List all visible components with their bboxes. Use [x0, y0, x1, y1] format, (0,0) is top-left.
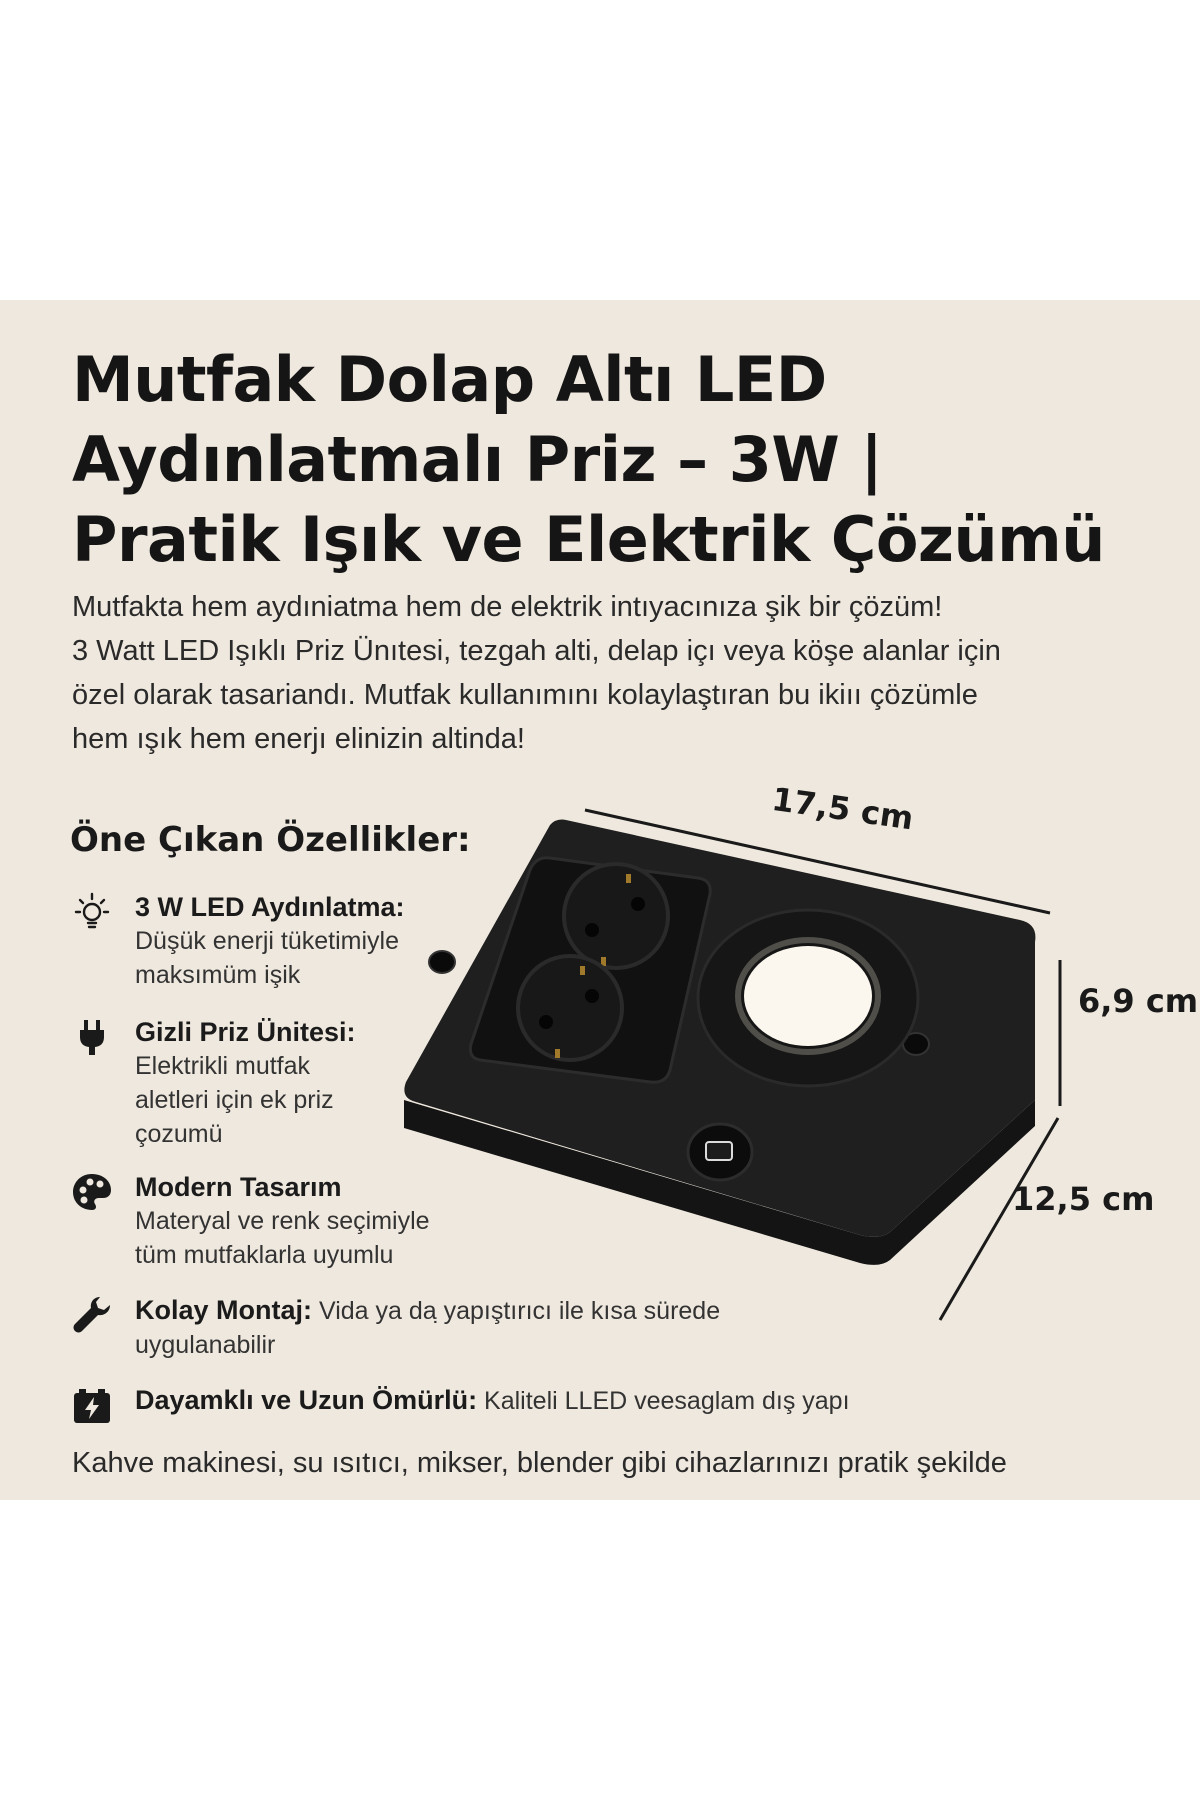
feature-desc-inline: Kaliteli LLED veesaglam dış yapı: [484, 1387, 850, 1415]
page-title: [72, 340, 1105, 580]
outlet-upper: [564, 864, 668, 968]
feature-desc: maksımüm işik: [135, 961, 301, 989]
feature-desc: Materyal ve renk seçimiyle: [135, 1207, 430, 1235]
feature-desc: tüm mutfaklarla uyumlu: [135, 1241, 394, 1269]
feature-title: Gizli Priz Ünitesi:: [135, 1017, 356, 1047]
power-switch[interactable]: [688, 1124, 752, 1180]
width-dimension-label: 17,5 cm: [769, 779, 916, 838]
features-heading: Öne Çıkan Özellikler:: [70, 820, 471, 860]
intro-paragraph: [72, 585, 1132, 761]
title-line: Aydınlatmalı Priz – 3W |: [72, 423, 883, 496]
depth-dimension-label: 12,5 cm: [1012, 1180, 1155, 1218]
feature-desc: Elektrikli mutfak: [135, 1052, 311, 1080]
battery-bolt-icon: [70, 1383, 114, 1427]
led-light: [698, 910, 918, 1086]
palette-icon: [70, 1170, 114, 1214]
screw-hole-left: [429, 951, 455, 973]
title-line: Mutfak Dolap Altı LED: [72, 343, 827, 416]
feature-title: Kolay Montaj:: [135, 1295, 313, 1325]
feature-desc: aletleri için ek priz: [135, 1086, 334, 1114]
product-illustration: [380, 770, 1200, 1390]
product-info-panel: [0, 300, 1200, 1500]
bottom-description: Kahve makinesi, su ısıtıcı, mikser, blender gibi cihazlarınızı pratik şekilde: [72, 1447, 1007, 1479]
intro-line: 3 Watt LED Işıklı Priz Ünıtesi, tezgah alti, delap içı veya köşe alanlar için: [72, 635, 1001, 667]
feature-desc-inline: Vida ya da ̣yapıştırıcı ile kısa sürede: [318, 1297, 721, 1325]
feature-title: Modern Tasarım: [135, 1172, 342, 1202]
feature-desc: uygulanabilir: [135, 1331, 276, 1359]
intro-line: Mutfakta hem aydıniatma hem de elektrik intıyacınıza şik bir çözüm!: [72, 591, 943, 623]
plug-icon: [70, 1015, 114, 1059]
feature-title: 3 W LED Aydınlatma:: [135, 892, 405, 922]
lightbulb-icon: [70, 890, 114, 934]
intro-line: hem ışık hem enerjı elinizin altinda!: [72, 723, 525, 755]
feature-desc: Düşük enerji tüketimiyle: [135, 927, 399, 955]
title-line: Pratik Işık ve Elektrik Çözümü: [72, 503, 1105, 576]
height-dimension-label: 6,9 cm: [1078, 982, 1199, 1020]
feature-title: Dayamklı ve Uzun Ömürlü:: [135, 1385, 478, 1415]
wrench-icon: [70, 1293, 114, 1337]
outlet-lower: [518, 956, 622, 1060]
intro-line: özel olarak tasariandı. Mutfak kullanımını kolaylaştıran bu ikiıı çözümle: [72, 679, 978, 711]
feature-desc: çozumü: [135, 1120, 223, 1148]
